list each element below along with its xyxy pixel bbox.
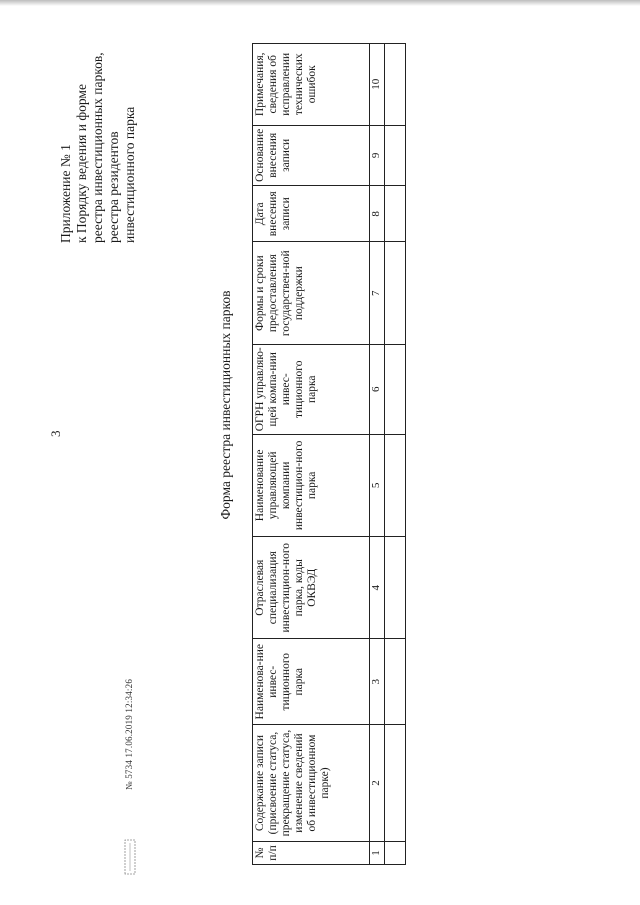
registration-note: № 5734 17.06.2019 12:34:26 — [124, 678, 134, 790]
column-number: 3 — [370, 639, 385, 725]
column-number: 7 — [370, 242, 385, 344]
registration-stamp-icon — [124, 839, 136, 875]
appendix-line: инвестиционного парка — [122, 106, 137, 243]
empty-cell — [385, 434, 406, 536]
appendix-line: Приложение № 1 — [58, 144, 73, 243]
empty-cell — [385, 639, 406, 725]
header-cell: ОГРН управляю-щей компа-нии инвес-тиционного парка — [253, 344, 370, 434]
appendix-line: реестра инвестиционных парков, — [90, 52, 105, 243]
empty-cell — [385, 44, 406, 126]
header-cell: Основание внесения записи — [253, 125, 370, 186]
page-number: 3 — [48, 430, 63, 437]
header-cell: Наименова-ние инвес-тиционного парка — [253, 639, 370, 725]
empty-cell — [385, 125, 406, 186]
header-cell: Дата внесения записи — [253, 186, 370, 242]
empty-cell — [385, 186, 406, 242]
form-title: Форма реестра инвестиционных парков — [218, 290, 233, 520]
header-cell: Отраслевая специализация инвестицион-ного парка, коды ОКВЭД — [253, 537, 370, 639]
empty-row — [385, 44, 406, 865]
column-number: 1 — [370, 842, 385, 865]
column-number: 8 — [370, 186, 385, 242]
header-cell: Примечания, сведения об исправлении технических ошибок — [253, 44, 370, 126]
empty-cell — [385, 242, 406, 344]
appendix-block — [58, 13, 138, 243]
column-number: 2 — [370, 725, 385, 842]
empty-cell — [385, 344, 406, 434]
column-number: 5 — [370, 434, 385, 536]
column-number: 6 — [370, 344, 385, 434]
header-row — [253, 44, 370, 865]
registry-table — [252, 43, 406, 865]
column-number-row — [370, 44, 385, 865]
header-cell: Наименование управляющей компании инвестицион-ного парка — [253, 434, 370, 536]
header-cell: Содержание записи (присвоение статуса, прекращение статуса, изменение сведений об инвестиционном парке) — [253, 725, 370, 842]
empty-cell — [385, 537, 406, 639]
column-number: 10 — [370, 44, 385, 126]
appendix-line: реестра резидентов — [106, 131, 121, 243]
header-cell: Формы и сроки предоставления государствен-ной поддержки — [253, 242, 370, 344]
column-number: 9 — [370, 125, 385, 186]
empty-cell — [385, 842, 406, 865]
column-number: 4 — [370, 537, 385, 639]
appendix-line: к Порядку ведения и форме — [74, 84, 89, 243]
empty-cell — [385, 725, 406, 842]
header-cell: № п/п — [253, 842, 370, 865]
